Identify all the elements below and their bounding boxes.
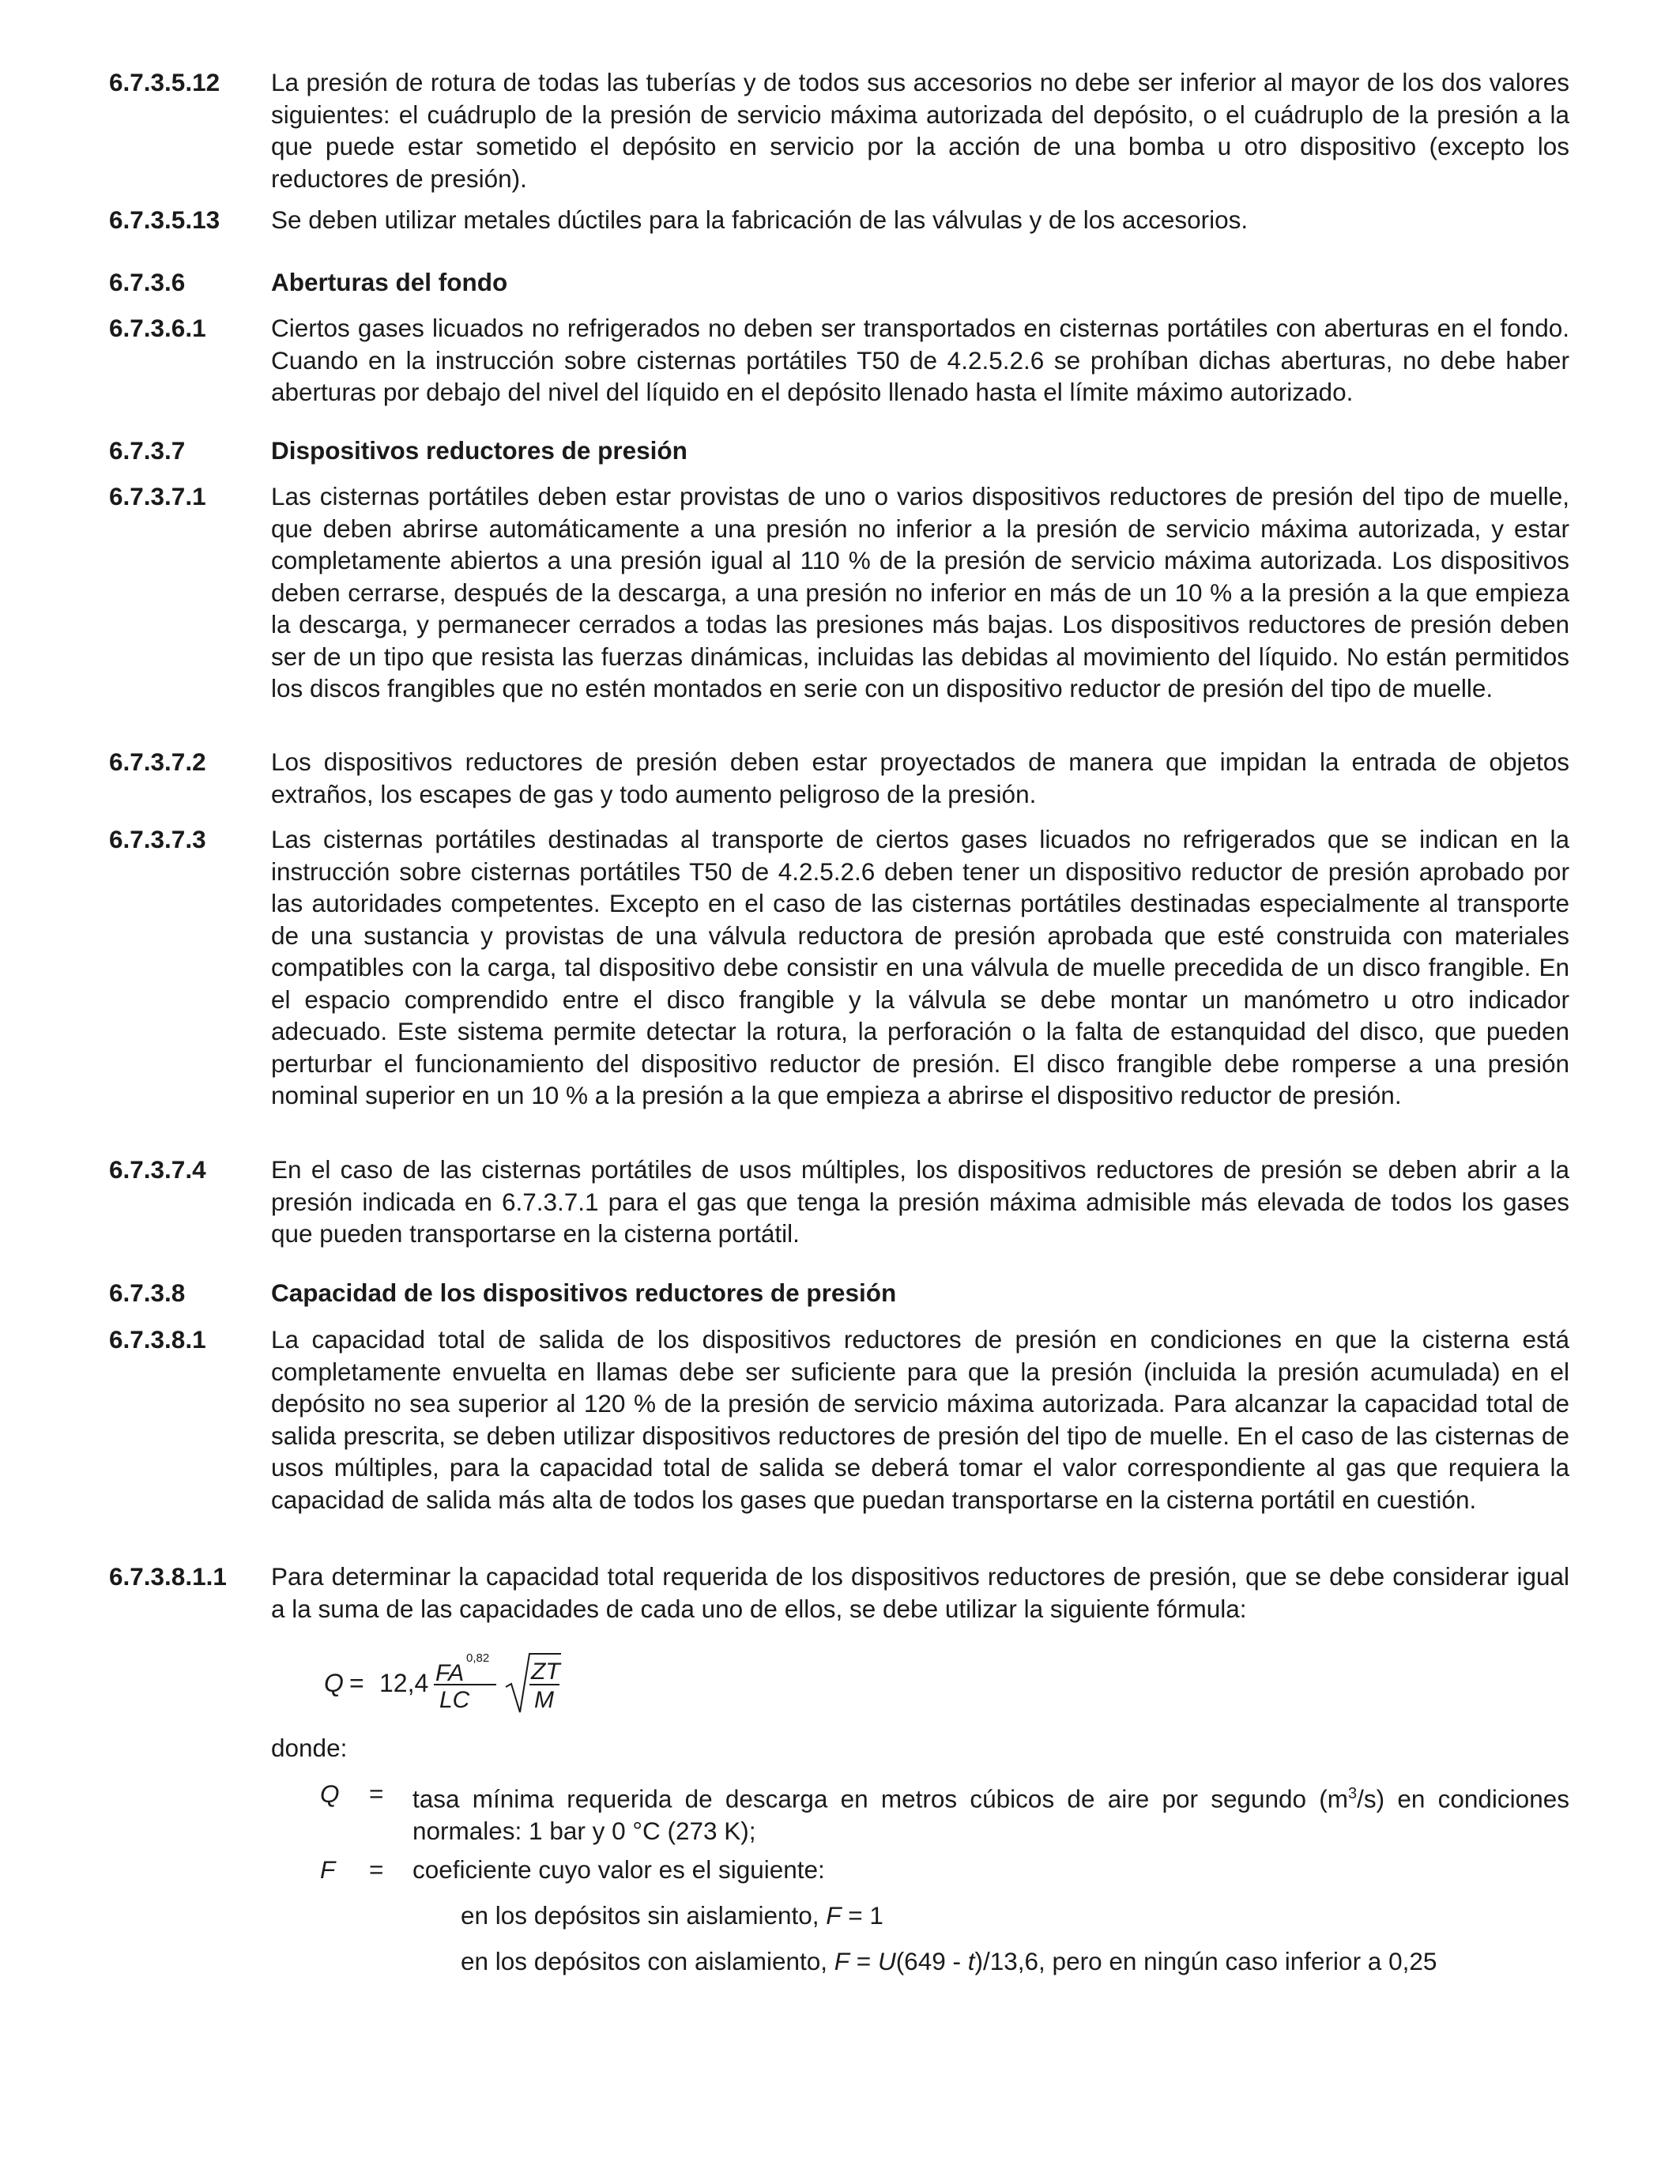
formula-lhs: Q <box>324 1669 344 1697</box>
sub-variable: U <box>877 1947 896 1975</box>
root-denominator: M <box>534 1687 554 1713</box>
definition-text-part: tasa mínima requerida de descarga en metros cúbicos de aire por segundo (m <box>412 1784 1349 1813</box>
section-title: Capacidad de los dispositivos reductores de presión <box>271 1278 897 1307</box>
section-title: Aberturas del fondo <box>271 268 508 296</box>
sub-text: = <box>849 1947 878 1975</box>
definition-text: coeficiente cuyo valor es el siguiente: <box>412 1855 825 1884</box>
sub-text: en los depósitos con aislamiento, <box>461 1947 834 1975</box>
root-numerator: ZT <box>531 1659 560 1685</box>
paragraph-text: La presión de rotura de todas las tuberías y de todos sus accesorios no debe ser inferior al mayor de los dos valores siguientes: el cuádruplo de la presión de servicio máxima autorizada del depósito, o el cuádruplo de la presión a la que puede estar sometido el depósito en servicio por la acción de una bomba u otro dispositivo (excepto los reductores de presión). <box>271 68 1569 193</box>
formula-denominator: LC <box>439 1687 470 1713</box>
paragraph-number: 6.7.3.7.2 <box>109 747 206 776</box>
paragraph-text: Las cisternas portátiles deben estar provistas de uno o varios dispositivos reductores de presión del tipo de muelle, que deben abrirse automáticamente a una presión no inferior a la presión de servicio máxima autorizada, y estar completamente abiertos a una presión igual al 110 % de la presión de servicio máxima autorizada. Los dispositivos deben cerrarse, después de la descarga, a una presión no inferior en más de un 10 % a la presión a la que empieza la descarga, y permanecer cerrados a todas las presiones más bajas. Los dispositivos reductores de presión deben ser de un tipo que resista las fuerzas dinámicas, incluidas las debidas al movimiento del líquido. No están permitidos los discos frangibles que no estén montados en serie con un dispositivo reductor de presión del tipo de muelle. <box>271 482 1569 702</box>
sub-variable: t <box>967 1947 975 1975</box>
definition-symbol: Q <box>320 1779 340 1808</box>
definition-equals: = <box>369 1855 384 1884</box>
formula-coefficient: 12,4 <box>379 1669 429 1697</box>
section-number: 6.7.3.7 <box>109 436 186 465</box>
paragraph-number: 6.7.3.6.1 <box>109 314 206 342</box>
sub-variable: F <box>834 1947 850 1975</box>
paragraph-text: Se deben utilizar metales dúctiles para la fabricación de las válvulas y de los accesorios. <box>271 205 1249 234</box>
paragraph-text: Las cisternas portátiles destinadas al transporte de ciertos gases licuados no refrigerados que se indican en la instrucción sobre cisternas portátiles T50 de 4.2.5.2.6 deben tener un dispositivo reductor de presión aprobado por las autoridades competentes. Excepto en el caso de las cisternas portátiles destinadas especialmente al transporte de una sustancia y provistas de una válvula reductora de presión aprobada que esté construida con materiales compatibles con la carga, tal dispositivo debe consistir en una válvula de muelle precedida de un disco frangible. En el espacio comprendido entre el disco frangible y la válvula se debe montar un manómetro u otro indicador adecuado. Este sistema permite detectar la rotura, la perforación o la falta de estanquidad del disco, que pueden perturbar el funcionamiento del dispositivo reductor de presión. El disco frangible debe romperse a una presión nominal superior en un 10 % a la presión a la que empieza a abrirse el dispositivo reductor de presión. <box>271 825 1569 1109</box>
paragraph-text: Ciertos gases licuados no refrigerados no deben ser transportados en cisternas portátiles con aberturas en el fondo. Cuando en la instrucción sobre cisternas portátiles T50 de 4.2.5.2.6 se prohíban dichas aberturas, no debe haber aberturas por debajo del nivel del líquido en el depósito llenado hasta el límite máximo autorizado. <box>271 314 1569 406</box>
paragraph-number: 6.7.3.8.1 <box>109 1325 206 1354</box>
paragraph-number: 6.7.3.5.12 <box>109 68 220 96</box>
donde-label: donde: <box>271 1734 348 1762</box>
paragraph-number: 6.7.3.5.13 <box>109 205 220 234</box>
sub-text: = 1 <box>841 1901 883 1930</box>
definition-equals: = <box>369 1779 384 1808</box>
sub-variable: F <box>826 1901 842 1930</box>
formula-equals: = <box>349 1669 364 1697</box>
paragraph-text: La capacidad total de salida de los dispositivos reductores de presión en condiciones en que la cisterna está completamente envuelta en llamas debe ser suficiente para que la presión (incluida la presión acumulada) en el depósito no sea superior al 120 % de la presión de servicio máxima autorizada. Para alcanzar la capacidad total de salida prescrita, se deben utilizar dispositivos reductores de presión del tipo de muelle. En el caso de las cisternas de usos múltiples, para la capacidad total de salida se deberá tomar el valor correspondiente al gas que requiera la capacidad de salida más alta de todos los gases que puedan transportarse en la cisterna portátil en cuestión. <box>271 1325 1569 1514</box>
section-number: 6.7.3.6 <box>109 268 186 296</box>
paragraph-text: Los dispositivos reductores de presión deben estar proyectados de manera que impidan la entrada de objetos extraños, los escapes de gas y todo aumento peligroso de la presión. <box>271 747 1569 808</box>
superscript: 3 <box>1348 1785 1358 1802</box>
f-value-insulated <box>461 1945 1437 1978</box>
definition-symbol: F <box>320 1855 336 1884</box>
paragraph-number: 6.7.3.7.1 <box>109 482 206 510</box>
relief-capacity-formula <box>324 1647 608 1719</box>
paragraph-number: 6.7.3.8.1.1 <box>109 1562 227 1591</box>
sub-text: en los depósitos sin aislamiento, <box>461 1901 827 1930</box>
paragraph-number: 6.7.3.7.3 <box>109 825 206 853</box>
section-number: 6.7.3.8 <box>109 1278 186 1307</box>
formula-numerator: FA <box>435 1660 465 1686</box>
sub-text: )/13,6, pero en ningún caso inferior a 0,25 <box>974 1947 1437 1975</box>
f-value-uninsulated <box>461 1900 883 1932</box>
definition-text <box>412 1778 1569 1847</box>
definition-text-part: /s) en condiciones normales: 1 bar y 0 °C (273 K); <box>412 1784 1569 1845</box>
sub-text: (649 - <box>895 1947 968 1975</box>
formula-exponent: 0,82 <box>466 1651 490 1665</box>
paragraph-text: En el caso de las cisternas portátiles de usos múltiples, los dispositivos reductores de presión se deben abrir a la presión indicada en 6.7.3.7.1 para el gas que tenga la presión máxima admisible más elevada de todos los gases que pueden transportarse en la cisterna portátil. <box>271 1155 1569 1248</box>
paragraph-number: 6.7.3.7.4 <box>109 1155 206 1184</box>
paragraph-text: Para determinar la capacidad total requerida de los dispositivos reductores de presión, que se debe considerar igual a la suma de las capacidades de cada uno de ellos, se debe utilizar la siguiente fórmula: <box>271 1562 1569 1623</box>
section-title: Dispositivos reductores de presión <box>271 436 687 465</box>
